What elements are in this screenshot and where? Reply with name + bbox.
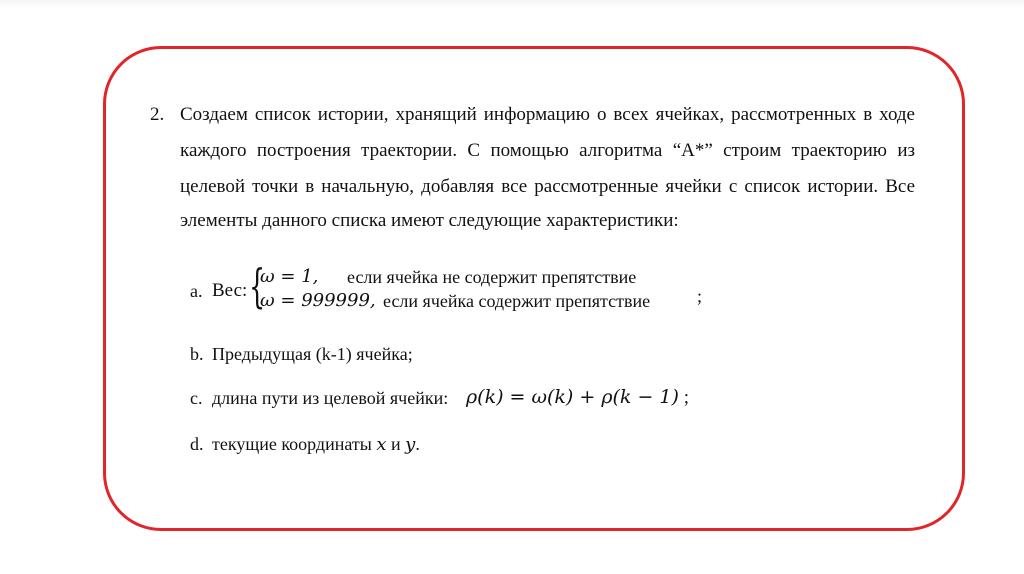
subitem-a-semicolon: ; xyxy=(697,286,703,306)
subitem-d-marker: d. xyxy=(190,434,204,454)
weight-case-1-condition: если ячейка не содержит препятствие xyxy=(347,267,637,287)
subitem-c-marker: c. xyxy=(190,388,203,408)
path-length-formula-expr: ρ(k) = ω(k) + ρ(k − 1) xyxy=(466,386,679,408)
weight-case-2-expr: ω = 999999, xyxy=(260,290,376,311)
subitem-c-text: длина пути из целевой ячейки: xyxy=(212,388,449,408)
top-edge-shade xyxy=(0,0,1024,8)
weight-case-2-condition: если ячейка содержит препятствие xyxy=(383,291,651,311)
subitem-d-period: . xyxy=(415,434,420,454)
subitem-d-text: текущие координаты xyxy=(212,434,372,454)
subitem-d-line xyxy=(212,433,420,456)
weight-case-1-expr: ω = 1, xyxy=(260,266,319,287)
subitem-c-semicolon: ; xyxy=(683,387,689,408)
item-2-line-2: каждого построения траектории. С помощью алгоритма “A*” строим траекторию из xyxy=(180,140,915,161)
subitem-b-text: Предыдущая (k-1) ячейка; xyxy=(212,344,413,364)
item-2-number: 2. xyxy=(150,104,165,125)
item-2-line-4: элементы данного списка имеют следующие характеристики: xyxy=(180,210,679,231)
item-2-line-3: целевой точки в начальную, добавляя все рассмотренные ячейки с список истории. Все xyxy=(180,176,915,197)
weight-label: Вес: xyxy=(212,280,248,301)
cases-brace: { xyxy=(249,259,266,313)
var-x: x xyxy=(376,434,387,455)
subitem-b-marker: b. xyxy=(190,344,204,364)
subitem-a-marker: a. xyxy=(190,281,203,301)
conjunction: и xyxy=(391,434,401,454)
var-y: y xyxy=(405,434,416,455)
item-2-line-1: Создаем список истории, хранящий информацию о всех ячейках, рассмотренных в ходе xyxy=(180,104,915,125)
path-length-formula xyxy=(466,386,689,409)
